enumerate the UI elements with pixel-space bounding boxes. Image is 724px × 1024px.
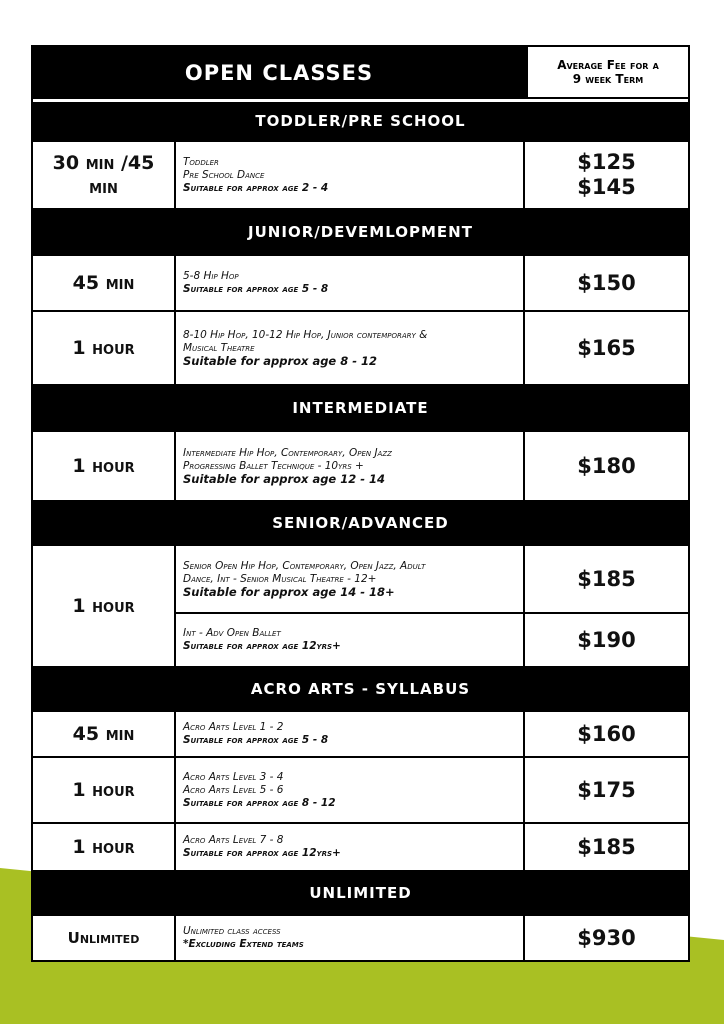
duration-cell: 1 hour [33,758,176,822]
table-row [33,914,688,960]
description-cell: Int - Adv Open Ballet Suitable for approx age 12yrs+ [176,614,525,666]
duration-cell: 30 min /45 min [33,142,176,208]
description-cell: Senior Open Hip Hop, Contemporary, Open Jazz, Adult Dance, Int - Senior Musical Theatre - 12+ Suitable for approx age 14 - 18+ [176,546,525,612]
description-cell: Unlimited class access *Excluding Extend teams [176,916,525,960]
section-header-intermediate: INTERMEDIATE [33,386,688,430]
table-row [33,824,688,872]
section-header-acro: ACRO ARTS - SYLLABUS [33,668,688,710]
table-row [176,614,688,666]
duration-cell: 45 min [33,712,176,756]
duration-cell: 1 hour [33,824,176,870]
price-cell: $160 [577,721,636,746]
price-cell: $185 [577,566,636,591]
description-cell: Acro Arts Level 7 - 8 Suitable for approx age 12yrs+ [176,824,525,870]
description-cell: Toddler Pre School Dance Suitable for approx age 2 - 4 [176,142,525,208]
duration-cell: Unlimited [33,916,176,960]
open-classes-table [31,45,690,962]
duration-cell: 1 hour [33,546,176,666]
fee-label-line2: 9 week Term [572,72,644,86]
table-header [33,47,688,99]
duration-cell: 45 min [33,256,176,310]
section-header-toddler: TODDLER/PRE SCHOOL [33,102,688,140]
price-cell: $125 $145 [577,150,636,199]
price-cell: $930 [577,925,636,950]
duration-cell: 1 hour [33,432,176,500]
section-header-unlimited: UNLIMITED [33,872,688,914]
description-cell: 8-10 Hip Hop, 10-12 Hip Hop, Junior contemporary & Musical Theatre Suitable for approx age 8 - 12 [176,312,525,384]
fee-label-line1: Average Fee for a [557,58,659,72]
table-row [33,758,688,824]
table-row [33,140,688,210]
price-cell: $190 [577,627,636,652]
table-row [33,430,688,502]
price-cell: $165 [577,335,636,360]
table-row-group [33,544,688,668]
description-cell: 5-8 Hip Hop Suitable for approx age 5 - 8 [176,256,525,310]
fee-column-header [526,47,688,97]
description-cell: Intermediate Hip Hop, Contemporary, Open Jazz Progressing Ballet Technique - 10yrs + Suitable for approx age 12 - 14 [176,432,525,500]
duration-cell: 1 hour [33,312,176,384]
section-header-senior: SENIOR/ADVANCED [33,502,688,544]
price-cell: $185 [577,834,636,859]
description-cell: Acro Arts Level 3 - 4 Acro Arts Level 5 - 6 Suitable for approx age 8 - 12 [176,758,525,822]
price-cell: $150 [577,270,636,295]
table-row [33,254,688,312]
description-cell: Acro Arts Level 1 - 2 Suitable for approx age 5 - 8 [176,712,525,756]
price-cell: $180 [577,453,636,478]
table-row [33,312,688,386]
price-cell: $175 [577,777,636,802]
table-row [33,710,688,758]
section-header-junior: JUNIOR/DEVEMLOPMENT [33,210,688,254]
table-row [176,546,688,614]
table-title: OPEN CLASSES [184,61,374,85]
